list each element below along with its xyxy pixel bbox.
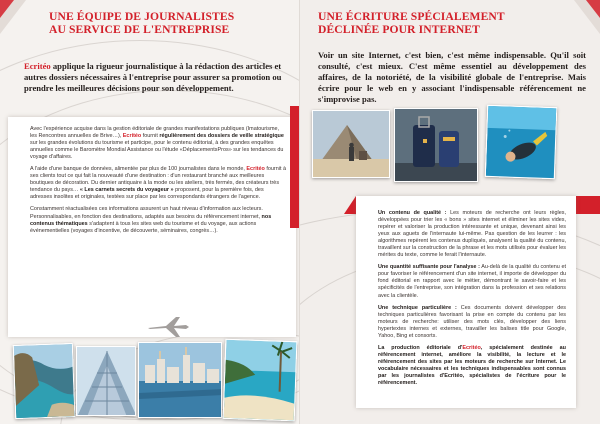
paragraph-title: Une quantité suffisante pour l'analyse : [378, 264, 480, 271]
text-run: proposent, pour la première fois, des adresses insolites et originales, testées sur place par les correspondants étrangers de l'agence. [30, 187, 264, 201]
heading-line: UNE ÉQUIPE DE JOURNALISTES [49, 10, 235, 23]
right-section-heading [318, 10, 568, 36]
heading-line: UNE ÉCRITURE SPÉCIALEMENT [318, 10, 505, 23]
text-run: Avec l'expérience acquise dans la gestion éditoriale de grandes manifestations publiques (Imatourisme, les Rencontres annuelles de Brive…), [30, 126, 280, 140]
beach-photo [223, 339, 298, 421]
text-run: Les moteurs de recherche ont leurs règles, développées pour trier les « bons » sites internet et éliminer les sites vides, repérer et valoriser la production intéressante et unique, devenant ainsi les yeux aux aguets de l'internaute lui-même. Pas question de les leurrer : les algorithmes repèrent les contenus dupliqués, analysent la qualité du contenu, travaillent sur la construction de la phrase et les mots utilisés pour évaluer les mérites du texte, comme le ferait l'internaute. [378, 210, 566, 259]
text-run: , spécialement destinée au référencement internet, améliore la visibilité, la lecture et le référencement des sites par les moteurs de recherche sur Internet. Le vocabulaire nécessaires et les techniques indispensables sont connus par les journalistes d'Ecritéo, spécialistes de l'écriture pour le référencement. [378, 344, 566, 387]
text-run: fournit à ses clients tout ce qui fait la nouveauté d'une destination : d'un restaurant branché aux meilleures boutiques de décoration. Du dernier antiquaire à la mode ou les ateliers, très fermés, des créateurs très tendance du pays… [30, 166, 287, 194]
emphasis: « Les carnets secrets du voyageur » [79, 187, 174, 194]
card-paragraph [30, 126, 287, 161]
harbor-city-photo [138, 342, 222, 418]
card-paragraph [378, 264, 566, 299]
brand-name: Ecritéo [24, 61, 51, 71]
airplane-icon [146, 316, 190, 338]
luggage-photo [394, 108, 478, 182]
heading-line: DÉCLINÉE POUR INTERNET [318, 23, 480, 36]
card-paragraph [30, 166, 287, 201]
card-tab-decoration [344, 196, 356, 214]
text-run: Ces documents doivent développer des techniques particulières favorisant la prise en compte du contenu par les moteurs de recherche: utiliser des mots clés, développer des liens hypertextes internes et externes, travailler les balises title pour Google, Yahoo, Bing et consorts. [378, 304, 567, 339]
text-run: A l'aide d'une banque de données, alimentée par plus de 100 journalistes dans le monde, [30, 166, 247, 173]
brand-name: Ecritéo [462, 344, 481, 351]
right-page [300, 0, 600, 424]
lead-text: applique la rigueur journalistique à la rédaction des articles et autres dossiers nécessaires à l'entreprise pour assurer sa promotion ou prendre les meilleures décisions pour son développement. [24, 61, 282, 93]
left-lead-paragraph [24, 61, 290, 94]
text-run: fournit [141, 133, 160, 140]
text-run: Au-delà de la qualité du contenu et pour favoriser le référencement d'un site internet, il importe de développer du fond éditorial en rapport avec le métier, démontrant le savoir-faire et les spécificités de l'entreprise, son intégration dans la profession et ses relations avec la clientèle. [378, 264, 566, 299]
left-section-heading [49, 10, 289, 36]
paragraph-title: Un contenu de qualité : [378, 210, 447, 216]
brand-name: Ecritéo [122, 133, 142, 140]
paragraph-title: Une technique particulière : [378, 304, 457, 311]
architecture-photo [76, 346, 136, 416]
right-lead-paragraph: Voir un site Internet, c'est bien, c'est même indispensable. Qu'il soit consulté, c'est mieux. C'est même essentiel au développement des affaires, de la notoriété, de la visibilité globale de l'entreprise. Mais écrire pour le web en y associant l'indispensable référencement ne s'improvise pas. [318, 50, 586, 104]
page-corner-decoration [0, 0, 48, 60]
desert-pyramid-photo [312, 110, 390, 178]
text-run: s'adaptent à tous les sites web du tourisme et du voyage, aux actions événementielles (voyages d'incentive, de découverte, séminaires, congrès…). [30, 220, 257, 234]
heading-line: AU SERVICE DE L'ENTREPRISE [49, 23, 230, 36]
brand-name: Ecritéo [246, 166, 265, 173]
coastline-photo [13, 343, 76, 419]
emphasis: nos contenus thématiques [30, 213, 272, 227]
right-text-card [356, 196, 576, 408]
text-run: La production éditoriale d' [378, 344, 463, 351]
left-text-card [8, 117, 296, 337]
card-paragraph [378, 210, 566, 259]
text-run: sur les grandes évolutions du tourisme et participe, pour le contenu éditorial, à des grandes enquêtes annuelles comme le Baromètre Mondial Assistance ou l'étude «DéplacementsPros» sur les tendances du voyage d'affaires. [30, 140, 284, 161]
underwater-photo [485, 105, 557, 179]
emphasis: régulièrement des dossiers de veille stratégique [159, 133, 284, 140]
card-paragraph [378, 305, 566, 340]
text-run: Constamment réactualisées ces informations assurent un haut niveau d'information aux lecteurs. Personnalisables, en fonction des destinations, adaptés aux besoins du référencement internet, [30, 206, 263, 220]
card-paragraph [30, 206, 287, 234]
card-paragraph [378, 345, 566, 387]
